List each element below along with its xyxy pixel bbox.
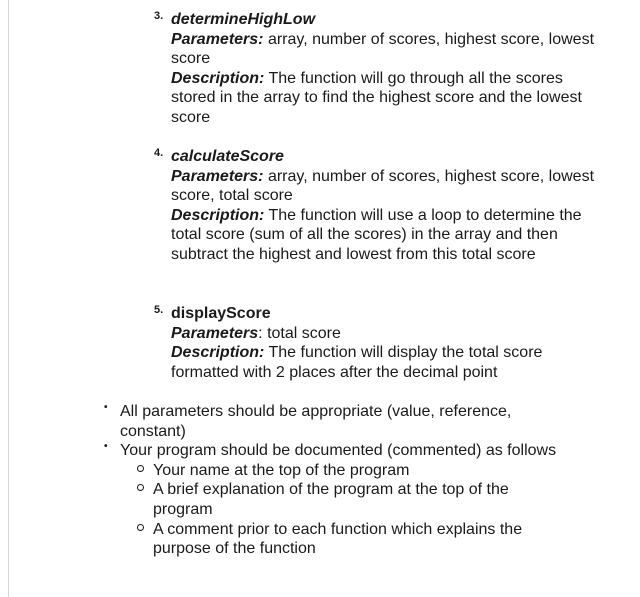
list-item-text: All parameters should be appropriate (value, reference, constant) [120, 403, 512, 440]
description-label: Description: [171, 69, 265, 87]
function-parameters [171, 30, 594, 69]
description-text: The function will display the total score formatted with 2 places after the decimal point [171, 344, 543, 381]
parameters-text: array, number of scores, highest score, lowest score, total score [171, 167, 595, 205]
sub-list-item-text: A comment prior to each function which explains the purpose of the function [153, 520, 523, 558]
function-parameters [171, 167, 594, 206]
sub-list-item-text: Your name at the top of the program [153, 461, 410, 479]
parameters-label: Parameters: [171, 30, 264, 48]
function-item-determine-high-low [154, 10, 594, 128]
function-item-calculate-score [154, 147, 594, 265]
function-item-display-score [154, 304, 594, 382]
function-number: 4. [154, 147, 164, 159]
circle-bullet-icon [137, 484, 144, 491]
function-parameters [171, 324, 594, 344]
sub-list-item-text: A brief explanation of the program at the top of the program [153, 481, 509, 518]
function-name: displayScore [171, 305, 271, 322]
bullet-icon: • [104, 402, 108, 413]
list-item [100, 402, 570, 441]
sub-list-item [100, 461, 570, 481]
sub-list-item [100, 520, 570, 559]
parameters-label: Parameters [171, 324, 259, 342]
function-description [171, 206, 594, 265]
function-description [171, 343, 594, 382]
parameters-label: Parameters: [171, 167, 264, 185]
parameters-text: : total score [258, 324, 341, 342]
list-item [100, 441, 570, 461]
circle-bullet-icon [137, 465, 144, 472]
description-text: The function will go through all the scores stored in the array to find the highest score and the lowest score [171, 69, 582, 126]
list-item-text: Your program should be documented (commented) as follows [120, 442, 557, 460]
bullet-icon: • [104, 441, 108, 453]
function-name: calculateScore [171, 148, 284, 165]
function-description [171, 69, 594, 128]
function-name: determineHighLow [171, 11, 316, 28]
description-text: The function will use a loop to determine the total score (sum of all the scores) in the array and then subtract the highest and lowest from this total score [171, 206, 582, 263]
parameters-text: array, number of scores, highest score, lowest score [171, 30, 595, 68]
sub-list-item [100, 480, 570, 519]
description-label: Description: [171, 206, 265, 224]
requirements-list [100, 402, 570, 559]
function-number: 3. [154, 10, 164, 22]
function-number: 5. [154, 304, 164, 316]
description-label: Description: [171, 344, 265, 362]
circle-bullet-icon [137, 524, 144, 531]
